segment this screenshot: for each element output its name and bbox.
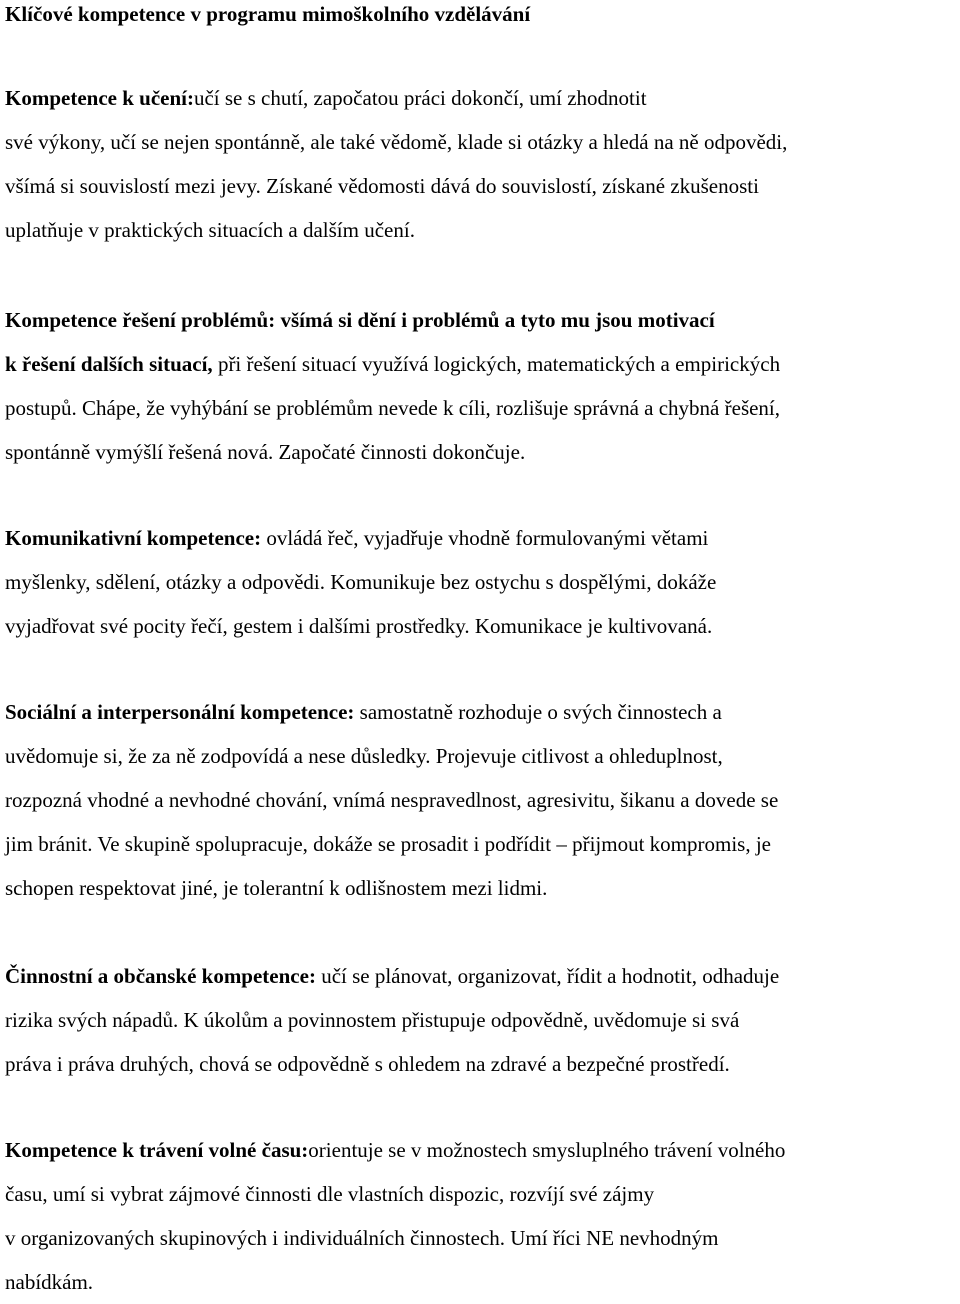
text-line — [5, 604, 960, 648]
line-text: ovládá řeč, vyjadřuje vhodně formulovanými větami — [261, 526, 709, 550]
text-line — [5, 1042, 960, 1086]
line-text: rizika svých nápadů. K úkolům a povinnostem přistupuje odpovědně, uvědomuje si svá — [5, 1008, 740, 1032]
line-text: vyjadřovat své pocity řečí, gestem i dalšími prostředky. Komunikace je kultivovaná. — [5, 614, 713, 638]
text-line — [5, 430, 960, 474]
line-text: postupů. Chápe, že vyhýbání se problémům nevede k cíli, rozlišuje správná a chybná řešení, — [5, 396, 781, 420]
text-line — [5, 734, 960, 778]
line-text: při řešení situací využívá logických, matematických a empirických — [212, 352, 781, 376]
text-line — [5, 516, 960, 560]
text-line — [5, 1172, 960, 1216]
line-text: rozpozná vhodné a nevhodné chování, vnímá nespravedlnost, agresivitu, šikanu a dovede se — [5, 788, 779, 812]
line-text: jim bránit. Ve skupině spolupracuje, dokáže se prosadit i podřídit – přijmout kompromis, je — [5, 832, 771, 856]
text-line — [5, 1216, 960, 1260]
text-line — [5, 1260, 960, 1304]
text-line — [5, 778, 960, 822]
text-line — [5, 386, 960, 430]
text-line — [5, 954, 960, 998]
section-heading-continued: k řešení dalších situací, — [5, 352, 213, 376]
text-line — [5, 560, 960, 604]
section-learning-competence — [5, 76, 960, 252]
section-communicative-competence — [5, 516, 960, 648]
line-text: učí se plánovat, organizovat, řídit a hodnotit, odhaduje — [315, 964, 780, 988]
section-problem-solving-competence — [5, 298, 960, 474]
line-text: učí se s chutí, započatou práci dokončí, umí zhodnotit — [193, 86, 647, 110]
line-text: uplatňuje v praktických situacích a dalším učení. — [5, 218, 415, 242]
line-text: myšlenky, sdělení, otázky a odpovědi. Komunikuje bez ostychu s dospělými, dokáže — [5, 570, 717, 594]
document-page — [5, 0, 960, 1304]
text-line — [5, 298, 960, 342]
line-text: spontánně vymýšlí řešená nová. Započaté činnosti dokončuje. — [5, 440, 526, 464]
text-line — [5, 822, 960, 866]
section-heading: Činnostní a občanské kompetence: — [5, 964, 316, 988]
line-text: uvědomuje si, že za ně zodpovídá a nese důsledky. Projevuje citlivost a ohleduplnost, — [5, 744, 723, 768]
section-social-competence — [5, 690, 960, 910]
line-text: času, umí si vybrat zájmové činnosti dle vlastních dispozic, rozvíjí své zájmy — [5, 1182, 655, 1206]
text-line — [5, 120, 960, 164]
text-line — [5, 342, 960, 386]
line-text: práva i práva druhých, chová se odpovědně s ohledem na zdravé a bezpečné prostředí. — [5, 1052, 730, 1076]
text-line — [5, 76, 960, 120]
text-line — [5, 1128, 960, 1172]
section-heading: Komunikativní kompetence: — [5, 526, 262, 550]
section-heading: Sociální a interpersonální kompetence: — [5, 700, 355, 724]
document-title: Klíčové kompetence v programu mimoškolního vzdělávání — [5, 2, 531, 26]
text-line — [5, 866, 960, 910]
section-heading: Kompetence řešení problémů: všímá si dění i problémů a tyto mu jsou motivací — [5, 308, 715, 332]
text-line — [5, 690, 960, 734]
section-heading: Kompetence k trávení volné času: — [5, 1138, 309, 1162]
line-text: schopen respektovat jiné, je tolerantní k odlišnostem mezi lidmi. — [5, 876, 548, 900]
line-text: nabídkám. — [5, 1270, 94, 1294]
section-heading: Kompetence k učení: — [5, 86, 194, 110]
line-text: v organizovaných skupinových i individuálních činnostech. Umí říci NE nevhodným — [5, 1226, 719, 1250]
text-line — [5, 164, 960, 208]
section-civic-competence — [5, 954, 960, 1086]
line-text: orientuje se v možnostech smysluplného trávení volného — [308, 1138, 786, 1162]
line-text: všímá si souvislostí mezi jevy. Získané vědomosti dává do souvislostí, získané zkušenosti — [5, 174, 759, 198]
section-leisure-competence — [5, 1128, 960, 1304]
text-line — [5, 998, 960, 1042]
text-line — [5, 208, 960, 252]
line-text: samostatně rozhoduje o svých činnostech a — [354, 700, 722, 724]
line-text: své výkony, učí se nejen spontánně, ale také vědomě, klade si otázky a hledá na ně odpovědi, — [5, 130, 788, 154]
